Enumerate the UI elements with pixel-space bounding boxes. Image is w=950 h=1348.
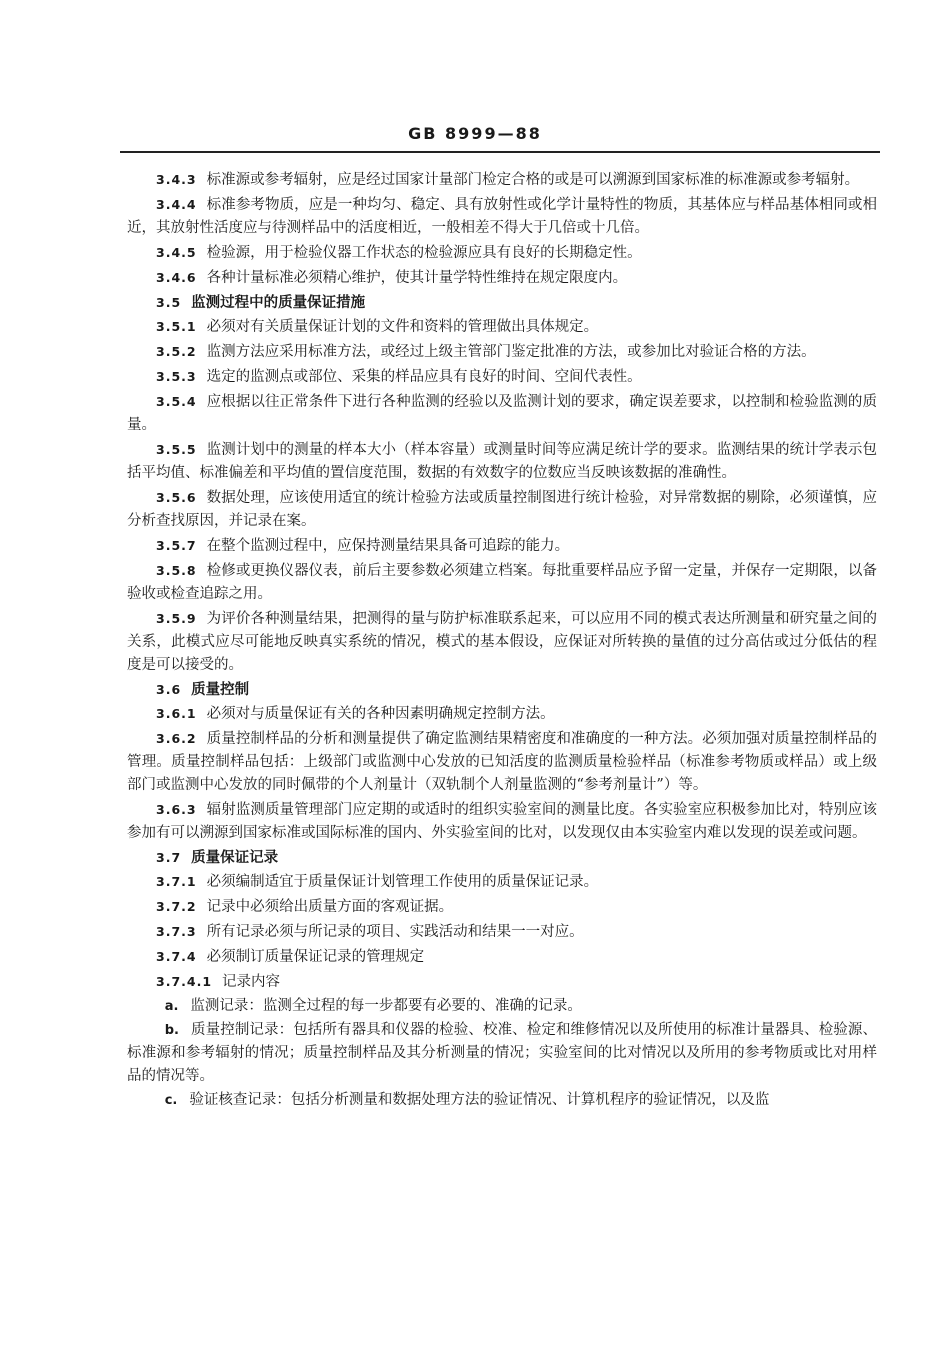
clause-text: 在整个监测过程中，应保持测量结果具备可追踪的能力。 bbox=[206, 538, 570, 554]
section-heading bbox=[127, 291, 877, 314]
clause-text: 标准参考物质，应是一种均匀、稳定、具有放射性或化学计量特性的物质，其基体应与样品基体相同或相近，其放射性活度应与待测样品中的活度相近，一般相差不得大于几倍或十几倍。 bbox=[127, 197, 877, 236]
item-letter: b. bbox=[164, 1023, 179, 1038]
record-content-list bbox=[127, 995, 877, 1112]
clause-number: 3.7.1 bbox=[156, 874, 197, 889]
clause-text: 为评价各种测量结果，把测得的量与防护标准联系起来，可以应用不同的模式表达所测量和研究量之间的关系，此模式应尽可能地反映真实系统的情况，模式的基本假设，应保证对所转换的量值的过分高估或过分低估的程度是可以接受的。 bbox=[127, 611, 877, 673]
clause-paragraph bbox=[127, 895, 877, 919]
clause-number: 3.5 bbox=[156, 295, 182, 310]
clause-number: 3.5.5 bbox=[156, 442, 197, 457]
clause-text: 必须对有关质量保证计划的文件和资料的管理做出具体规定。 bbox=[206, 319, 599, 335]
clause-text: 监测过程中的质量保证措施 bbox=[191, 294, 366, 311]
clause-paragraph bbox=[127, 702, 877, 726]
clause-number: 3.7.4 bbox=[156, 949, 197, 964]
clause-text: 质量控制样品的分析和测量提供了确定监测结果精密度和准确度的一种方法。必须加强对质量控制样品的管理。质量控制样品包括：上级部门或监测中心发放的已知活度的监测质量检验样品（标准参考物质或样品）或上级部门或监测中心发放的同时佩带的个人剂量计（双轨制个人剂量监测的“参考剂量计”）等。 bbox=[127, 731, 877, 793]
clause-number: 3.7.3 bbox=[156, 924, 197, 939]
clause-paragraph bbox=[127, 870, 877, 894]
clause-paragraph bbox=[127, 798, 877, 845]
clause-paragraph bbox=[127, 193, 877, 240]
clause-paragraph bbox=[127, 559, 877, 606]
clause-paragraph bbox=[127, 486, 877, 533]
clause-text: 标准源或参考辐射，应是经过国家计量部门检定合格的或是可以溯源到国家标准的标准源或参考辐射。 bbox=[206, 172, 860, 188]
clause-text: 所有记录必须与所记录的项目、实践活动和结果一一对应。 bbox=[206, 924, 584, 940]
clause-number: 3.5.9 bbox=[156, 611, 197, 626]
clause-number: 3.5.2 bbox=[156, 344, 197, 359]
clause-number: 3.5.4 bbox=[156, 394, 197, 409]
clause-paragraph bbox=[127, 945, 877, 969]
clause-text: 质量控制 bbox=[191, 681, 250, 698]
clause-number: 3.6 bbox=[156, 682, 182, 697]
item-text: 质量控制记录：包括所有器具和仪器的检验、校准、检定和维修情况以及所使用的标准计量器具、检验源、标准源和参考辐射的情况；质量控制样品及其分析测量的情况；实验室间的比对情况以及所用的参考物质或比对用样品的情况等。 bbox=[127, 1022, 877, 1084]
clause-text: 必须制订质量保证记录的管理规定 bbox=[206, 949, 425, 965]
item-letter: c. bbox=[164, 1093, 178, 1108]
clause-text: 辐射监测质量管理部门应定期的或适时的组织实验室间的测量比度。各实验室应积极参加比对，特别应该参加有可以溯源到国家标准或国际标准的国内、外实验室间的比对，以发现仅由本实验室内难以发现的误差或问题。 bbox=[127, 802, 877, 841]
record-item bbox=[127, 1019, 877, 1088]
item-text: 验证核查记录：包括分析测量和数据处理方法的验证情况、计算机程序的验证情况，以及监 bbox=[189, 1092, 770, 1108]
clause-number: 3.4.3 bbox=[156, 172, 197, 187]
clause-paragraph bbox=[127, 390, 877, 437]
clause-paragraph bbox=[127, 970, 877, 994]
page-header-standard-code: GB 8999—88 bbox=[408, 124, 542, 143]
clause-text: 检修或更换仪器仪表，前后主要参数必须建立档案。每批重要样品应予留一定量，并保存一定期限，以备验收或检查追踪之用。 bbox=[127, 563, 877, 602]
clause-paragraph bbox=[127, 534, 877, 558]
clause-text: 选定的监测点或部位、采集的样品应具有良好的时间、空间代表性。 bbox=[206, 369, 642, 385]
clause-paragraph bbox=[127, 241, 877, 265]
header-divider bbox=[120, 151, 880, 153]
clause-paragraph bbox=[127, 315, 877, 339]
clause-paragraph bbox=[127, 920, 877, 944]
clause-number: 3.6.3 bbox=[156, 802, 197, 817]
item-letter: a. bbox=[164, 999, 179, 1014]
clause-paragraph bbox=[127, 438, 877, 485]
section-heading bbox=[127, 678, 877, 701]
clause-text: 数据处理，应该使用适宜的统计检验方法或质量控制图进行统计检验，对异常数据的剔除，必须谨慎，应分析查找原因，并记录在案。 bbox=[127, 490, 877, 529]
clause-number: 3.5.7 bbox=[156, 538, 197, 553]
clause-paragraph bbox=[127, 727, 877, 797]
clause-text: 质量保证记录 bbox=[191, 849, 279, 866]
clause-number: 3.7.4.1 bbox=[156, 974, 213, 989]
clause-text: 监测方法应采用标准方法，或经过上级主管部门鉴定批准的方法，或参加比对验证合格的方法。 bbox=[206, 344, 816, 360]
clause-number: 3.4.4 bbox=[156, 197, 197, 212]
clause-number: 3.5.8 bbox=[156, 563, 197, 578]
clause-number: 3.5.6 bbox=[156, 490, 197, 505]
section-heading bbox=[127, 846, 877, 869]
section-list bbox=[127, 168, 877, 994]
clause-number: 3.4.6 bbox=[156, 270, 197, 285]
clause-text: 各种计量标准必须精心维护，使其计量学特性维持在规定限度内。 bbox=[206, 270, 628, 286]
clause-text: 监测计划中的测量的样本大小（样本容量）或测量时间等应满足统计学的要求。监测结果的统计学表示包括平均值、标准偏差和平均值的置信度范围，数据的有效数字的位数应当反映该数据的准确性。 bbox=[127, 442, 877, 481]
clause-number: 3.6.2 bbox=[156, 731, 197, 746]
clause-number: 3.5.3 bbox=[156, 369, 197, 384]
record-item bbox=[127, 1089, 877, 1112]
clause-text: 记录内容 bbox=[222, 974, 281, 990]
clause-text: 必须对与质量保证有关的各种因素明确规定控制方法。 bbox=[206, 706, 555, 722]
clause-paragraph bbox=[127, 168, 877, 192]
clause-text: 检验源，用于检验仪器工作状态的检验源应具有良好的长期稳定性。 bbox=[206, 245, 642, 261]
clause-number: 3.4.5 bbox=[156, 245, 197, 260]
clause-paragraph bbox=[127, 365, 877, 389]
item-text: 监测记录：监测全过程的每一步都要有必要的、准确的记录。 bbox=[190, 998, 582, 1014]
document-body bbox=[127, 168, 877, 1113]
clause-text: 记录中必须给出质量方面的客观证据。 bbox=[206, 899, 454, 915]
clause-number: 3.7.2 bbox=[156, 899, 197, 914]
clause-text: 必须编制适宜于质量保证计划管理工作使用的质量保证记录。 bbox=[206, 874, 599, 890]
clause-paragraph bbox=[127, 607, 877, 677]
clause-text: 应根据以往正常条件下进行各种监测的经验以及监测计划的要求，确定误差要求，以控制和检验监测的质量。 bbox=[127, 394, 877, 433]
clause-paragraph bbox=[127, 340, 877, 364]
clause-number: 3.5.1 bbox=[156, 319, 197, 334]
record-item bbox=[127, 995, 877, 1018]
clause-number: 3.7 bbox=[156, 850, 182, 865]
clause-number: 3.6.1 bbox=[156, 706, 197, 721]
clause-paragraph bbox=[127, 266, 877, 290]
